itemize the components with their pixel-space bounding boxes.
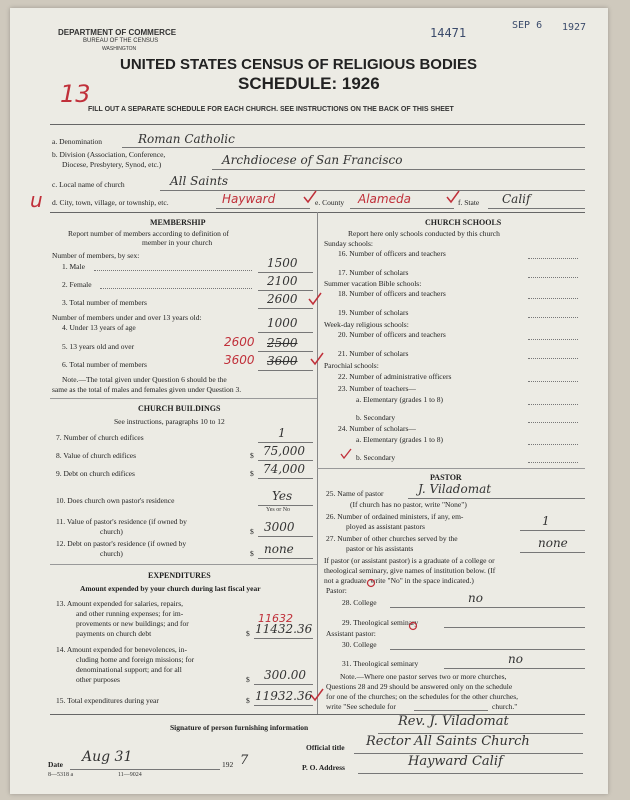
parochial-schools-label: Parochial schools: — [324, 361, 379, 370]
q24-label: 24. Number of scholars— — [338, 424, 416, 433]
q14-label-3: denominational support; and for all — [76, 665, 182, 674]
q12-dollar: $ — [250, 549, 254, 558]
q21-label: 21. Number of scholars — [338, 349, 409, 358]
state-value: Calif — [502, 192, 531, 206]
q18-label: 18. Number of officers and teachers — [338, 289, 446, 298]
q23b-label: b. Secondary — [356, 413, 396, 422]
q6-label: 6. Total number of members — [62, 360, 147, 369]
form-subtitle: SCHEDULE: 1926 — [238, 74, 380, 93]
city-value: Hayward — [222, 192, 276, 206]
q8-dollar: $ — [250, 451, 254, 460]
expenditures-title: EXPENDITURES — [148, 571, 211, 580]
q17-line — [528, 277, 578, 278]
header-rule — [50, 124, 585, 125]
q1-value: 1500 — [267, 256, 298, 270]
q1-line — [258, 272, 313, 273]
q14-label-4: other purposes — [76, 675, 120, 684]
pastor-note-1: Note.—Where one pastor serves two or more churches, — [340, 672, 507, 681]
q20-line — [528, 339, 578, 340]
received-stamp-year: 1927 — [562, 22, 587, 33]
summer-schools-label: Summer vacation Bible schools: — [324, 279, 422, 288]
q6-line — [258, 370, 313, 371]
q25-value: J. Viladomat — [418, 482, 492, 496]
q24a-label: a. Elementary (grades 1 to 8) — [356, 435, 444, 444]
q26-value: 1 — [542, 514, 550, 528]
q20-label: 20. Number of officers and teachers — [338, 330, 446, 339]
instruction-line: FILL OUT A SEPARATE SCHEDULE FOR EACH CHURCH. SEE INSTRUCTIONS ON THE BACK OF THIS SHEET — [88, 106, 454, 113]
q15-line — [254, 705, 313, 706]
q26-label-2: ployed as assistant pastors — [346, 522, 425, 531]
members-by-sex-label: Number of members, by sex: — [52, 251, 140, 260]
membership-intro-1: Report number of members according to definition of — [68, 229, 229, 238]
q23a-label: a. Elementary (grades 1 to 8) — [356, 395, 444, 404]
buildings-rule — [50, 564, 317, 565]
pastor-note-2: Questions 28 and 29 should be answered only on the schedule — [326, 682, 513, 691]
received-stamp-number: 14471 — [430, 26, 467, 40]
weekday-schools-label: Week-day religious schools: — [324, 320, 409, 329]
q25-label: 25. Name of pastor — [326, 489, 384, 498]
date-line — [70, 769, 220, 770]
q27-label-2: pastor or his assistants — [346, 544, 414, 553]
pastor-title: PASTOR — [430, 473, 462, 482]
membership-intro-2: member in your church — [142, 238, 213, 247]
pastor-note-4: write "See schedule for — [326, 702, 396, 711]
q9-line — [258, 478, 313, 479]
denomination-line — [122, 147, 585, 148]
check-mark-icon — [446, 190, 460, 204]
q4-label: 4. Under 13 years of age — [62, 323, 136, 332]
q24b-line — [528, 462, 578, 463]
q28-label: 28. College — [342, 598, 377, 607]
city-label: WASHINGTON — [102, 46, 137, 52]
q15-value: 11932.36 — [255, 689, 313, 703]
q16-line — [528, 258, 578, 259]
membership-note-2: same as the total of males and females given under Question 3. — [52, 385, 242, 394]
red-mark-13: 13 — [60, 80, 91, 108]
graduate-note-1: If pastor (or assistant pastor) is a graduate of a college or — [324, 556, 495, 565]
q19-line — [528, 317, 578, 318]
q10-value: Yes — [272, 489, 293, 503]
q24b-label: b. Secondary — [356, 453, 396, 462]
q25-line — [408, 498, 585, 499]
year-value: 7 — [240, 753, 249, 768]
q14-label-1: 14. Amount expended for benevolences, in- — [56, 645, 188, 654]
q2-line — [258, 290, 313, 291]
q5-label: 5. 13 years old and over — [62, 342, 135, 351]
check-mark-icon — [308, 292, 322, 306]
buildings-title: CHURCH BUILDINGS — [138, 404, 221, 413]
q13-value: 11432.36 — [255, 622, 313, 636]
q8-line — [258, 460, 313, 461]
circle-mark-icon — [408, 621, 418, 631]
assistant-graduate-label: Assistant pastor: — [326, 629, 376, 638]
q31-label: 31. Theological seminary — [342, 659, 419, 668]
q5-line — [258, 351, 313, 352]
year-prefix: 192 — [222, 760, 234, 769]
bureau-label: BUREAU OF THE CENSUS — [83, 38, 159, 44]
q4-value: 1000 — [267, 316, 298, 330]
print-number: 11—9024 — [118, 772, 142, 778]
q11-value: 3000 — [264, 520, 295, 534]
q11-line — [258, 536, 313, 537]
q29-line — [444, 627, 585, 628]
check-mark-icon — [310, 352, 324, 366]
county-line — [350, 208, 454, 209]
q14-dollar: $ — [246, 675, 250, 684]
q9-dollar: $ — [250, 469, 254, 478]
signature-value: Rev. J. Viladomat — [398, 714, 509, 729]
q28-value: no — [468, 591, 483, 605]
division-label-2: Diocese, Presbytery, Synod, etc.) — [62, 160, 162, 169]
q14-line — [254, 684, 313, 685]
q24a-line — [528, 444, 578, 445]
q10-label: 10. Does church own pastor's residence — [56, 496, 175, 505]
q9-label: 9. Debt on church edifices — [56, 469, 135, 478]
po-address-line — [358, 773, 583, 774]
q30-label: 30. College — [342, 640, 377, 649]
q6-crossed-value: 3600 — [267, 354, 298, 368]
q8-label: 8. Value of church edifices — [56, 451, 137, 460]
city-line — [216, 208, 310, 209]
q18-line — [528, 298, 578, 299]
q13-label-1: 13. Amount expended for salaries, repairs, — [56, 599, 184, 608]
q27-label-1: 27. Number of other churches served by the — [326, 534, 458, 543]
q5-crossed-value: 2500 — [267, 336, 298, 350]
q8-value: 75,000 — [263, 444, 305, 458]
signature-label: Signature of person furnishing information — [170, 723, 309, 732]
q15-label: 15. Total expenditures during year — [56, 696, 159, 705]
received-stamp-date: SEP 6 — [512, 20, 543, 31]
city-label: d. City, town, village, or township, etc. — [52, 198, 169, 207]
q13-label-4: payments on church debt — [76, 629, 152, 638]
q22-line — [528, 381, 578, 382]
membership-rule — [50, 398, 317, 399]
q12-label-2: church) — [100, 549, 123, 558]
department-label: DEPARTMENT OF COMMERCE — [58, 28, 177, 37]
q26-label-1: 26. Number of ordained ministers, if any, em- — [326, 512, 464, 521]
official-title-label: Official title — [306, 743, 345, 752]
q30-line — [390, 649, 585, 650]
q16-label: 16. Number of officers and teachers — [338, 249, 446, 258]
q7-value: 1 — [278, 426, 286, 440]
q29-label: 29. Theological seminary — [342, 618, 419, 627]
q31-line — [444, 668, 585, 669]
membership-note-1: Note.—The total given under Question 6 should be the — [62, 375, 227, 384]
q28-line — [390, 607, 585, 608]
q4-line — [258, 332, 313, 333]
expenditures-intro: Amount expended by your church during last fiscal year — [80, 584, 261, 593]
q11-label-1: 11. Value of pastor's residence (if owned by — [56, 517, 187, 526]
census-schedule-page — [10, 8, 608, 794]
q27-value: none — [538, 536, 568, 550]
q14-label-2: cluding home and foreign missions; for — [76, 655, 195, 664]
q13-red-value: 11632 — [258, 612, 293, 625]
schools-title: CHURCH SCHOOLS — [425, 218, 502, 227]
q15-dollar: $ — [246, 696, 250, 705]
graduate-note-2: theological seminary, give names of institution below. (If — [324, 566, 496, 575]
division-value: Archdiocese of San Francisco — [222, 153, 403, 167]
state-line — [488, 208, 585, 209]
q7-label: 7. Number of church edifices — [56, 433, 144, 442]
age-intro-label: Number of members under and over 13 years old: — [52, 313, 202, 322]
pastor-graduate-label: Pastor: — [326, 586, 347, 595]
q14-value: 300.00 — [264, 668, 306, 682]
pastor-note-4-end: church." — [492, 702, 518, 711]
q26-line — [520, 530, 585, 531]
schools-rule — [317, 468, 585, 469]
date-value: Aug 31 — [82, 749, 133, 765]
q3-value: 2600 — [267, 292, 298, 306]
q23-label: 23. Number of teachers— — [338, 384, 416, 393]
membership-title: MEMBERSHIP — [150, 218, 206, 227]
date-label: Date — [48, 760, 63, 769]
q12-value: none — [264, 542, 294, 556]
q5-value: 2600 — [224, 335, 255, 349]
center-divider — [317, 212, 318, 714]
red-mark-u: u — [30, 188, 43, 212]
q19-label: 19. Number of scholars — [338, 308, 409, 317]
q1-leader — [94, 270, 252, 271]
denomination-value: Roman Catholic — [138, 132, 235, 146]
q11-dollar: $ — [250, 527, 254, 536]
schools-intro: Report here only schools conducted by this church — [348, 229, 500, 238]
q13-line — [254, 638, 313, 639]
q13-label-2: and other running expenses; for im- — [76, 609, 184, 618]
local-name-line — [160, 190, 585, 191]
check-mark-icon — [303, 190, 317, 204]
q12-label-1: 12. Debt on pastor's residence (if owned by — [56, 539, 187, 548]
form-title: UNITED STATES CENSUS OF RELIGIOUS BODIES — [120, 56, 477, 73]
q11-label-2: church) — [100, 527, 123, 536]
q1-label: 1. Male — [62, 262, 85, 271]
q23b-line — [528, 422, 578, 423]
official-title-value: Rector All Saints Church — [366, 734, 530, 749]
q3-line — [258, 308, 313, 309]
local-name-value: All Saints — [170, 174, 229, 188]
division-line — [212, 169, 585, 170]
check-mark-icon — [340, 448, 352, 460]
po-address-label: P. O. Address — [302, 763, 345, 772]
q6-value: 3600 — [224, 353, 255, 367]
q3-label: 3. Total number of members — [62, 298, 147, 307]
q13-dollar: $ — [246, 629, 250, 638]
sunday-schools-label: Sunday schools: — [324, 239, 373, 248]
denomination-label: a. Denomination — [52, 137, 102, 146]
q10-line — [258, 505, 313, 506]
circle-mark-icon — [366, 578, 376, 588]
po-address-value: Hayward Calif — [408, 754, 503, 769]
q2-value: 2100 — [267, 274, 298, 288]
pastor-note-blank — [414, 710, 488, 711]
graduate-note-3: not a graduate, write "No" in the space indicated.) — [324, 576, 474, 585]
q23a-line — [528, 404, 578, 405]
q25-note: (If church has no pastor, write "None") — [350, 500, 467, 509]
q22-label: 22. Number of administrative officers — [338, 372, 452, 381]
local-name-label: c. Local name of church — [52, 180, 125, 189]
q31-value: no — [508, 652, 523, 666]
q13-label-3: provements or new buildings; and for — [76, 619, 189, 628]
q2-leader — [100, 288, 252, 289]
q21-line — [528, 358, 578, 359]
pastor-note-3: for one of the churches; on the schedules for the other churches, — [326, 692, 519, 701]
form-number: 8—5318 a — [48, 772, 74, 778]
yes-no-caption: Yes or No — [266, 507, 291, 513]
q2-label: 2. Female — [62, 280, 92, 289]
q7-line — [258, 442, 313, 443]
state-label: f. State — [458, 198, 480, 207]
q12-line — [258, 558, 313, 559]
division-label-1: b. Division (Association, Conference, — [52, 150, 166, 159]
q9-value: 74,000 — [263, 462, 305, 476]
q27-line — [520, 552, 585, 553]
q17-label: 17. Number of scholars — [338, 268, 409, 277]
buildings-intro: See instructions, paragraphs 10 to 12 — [114, 417, 225, 426]
county-value: Alameda — [358, 192, 411, 206]
check-mark-icon — [310, 688, 324, 702]
county-label: e. County — [315, 198, 345, 207]
